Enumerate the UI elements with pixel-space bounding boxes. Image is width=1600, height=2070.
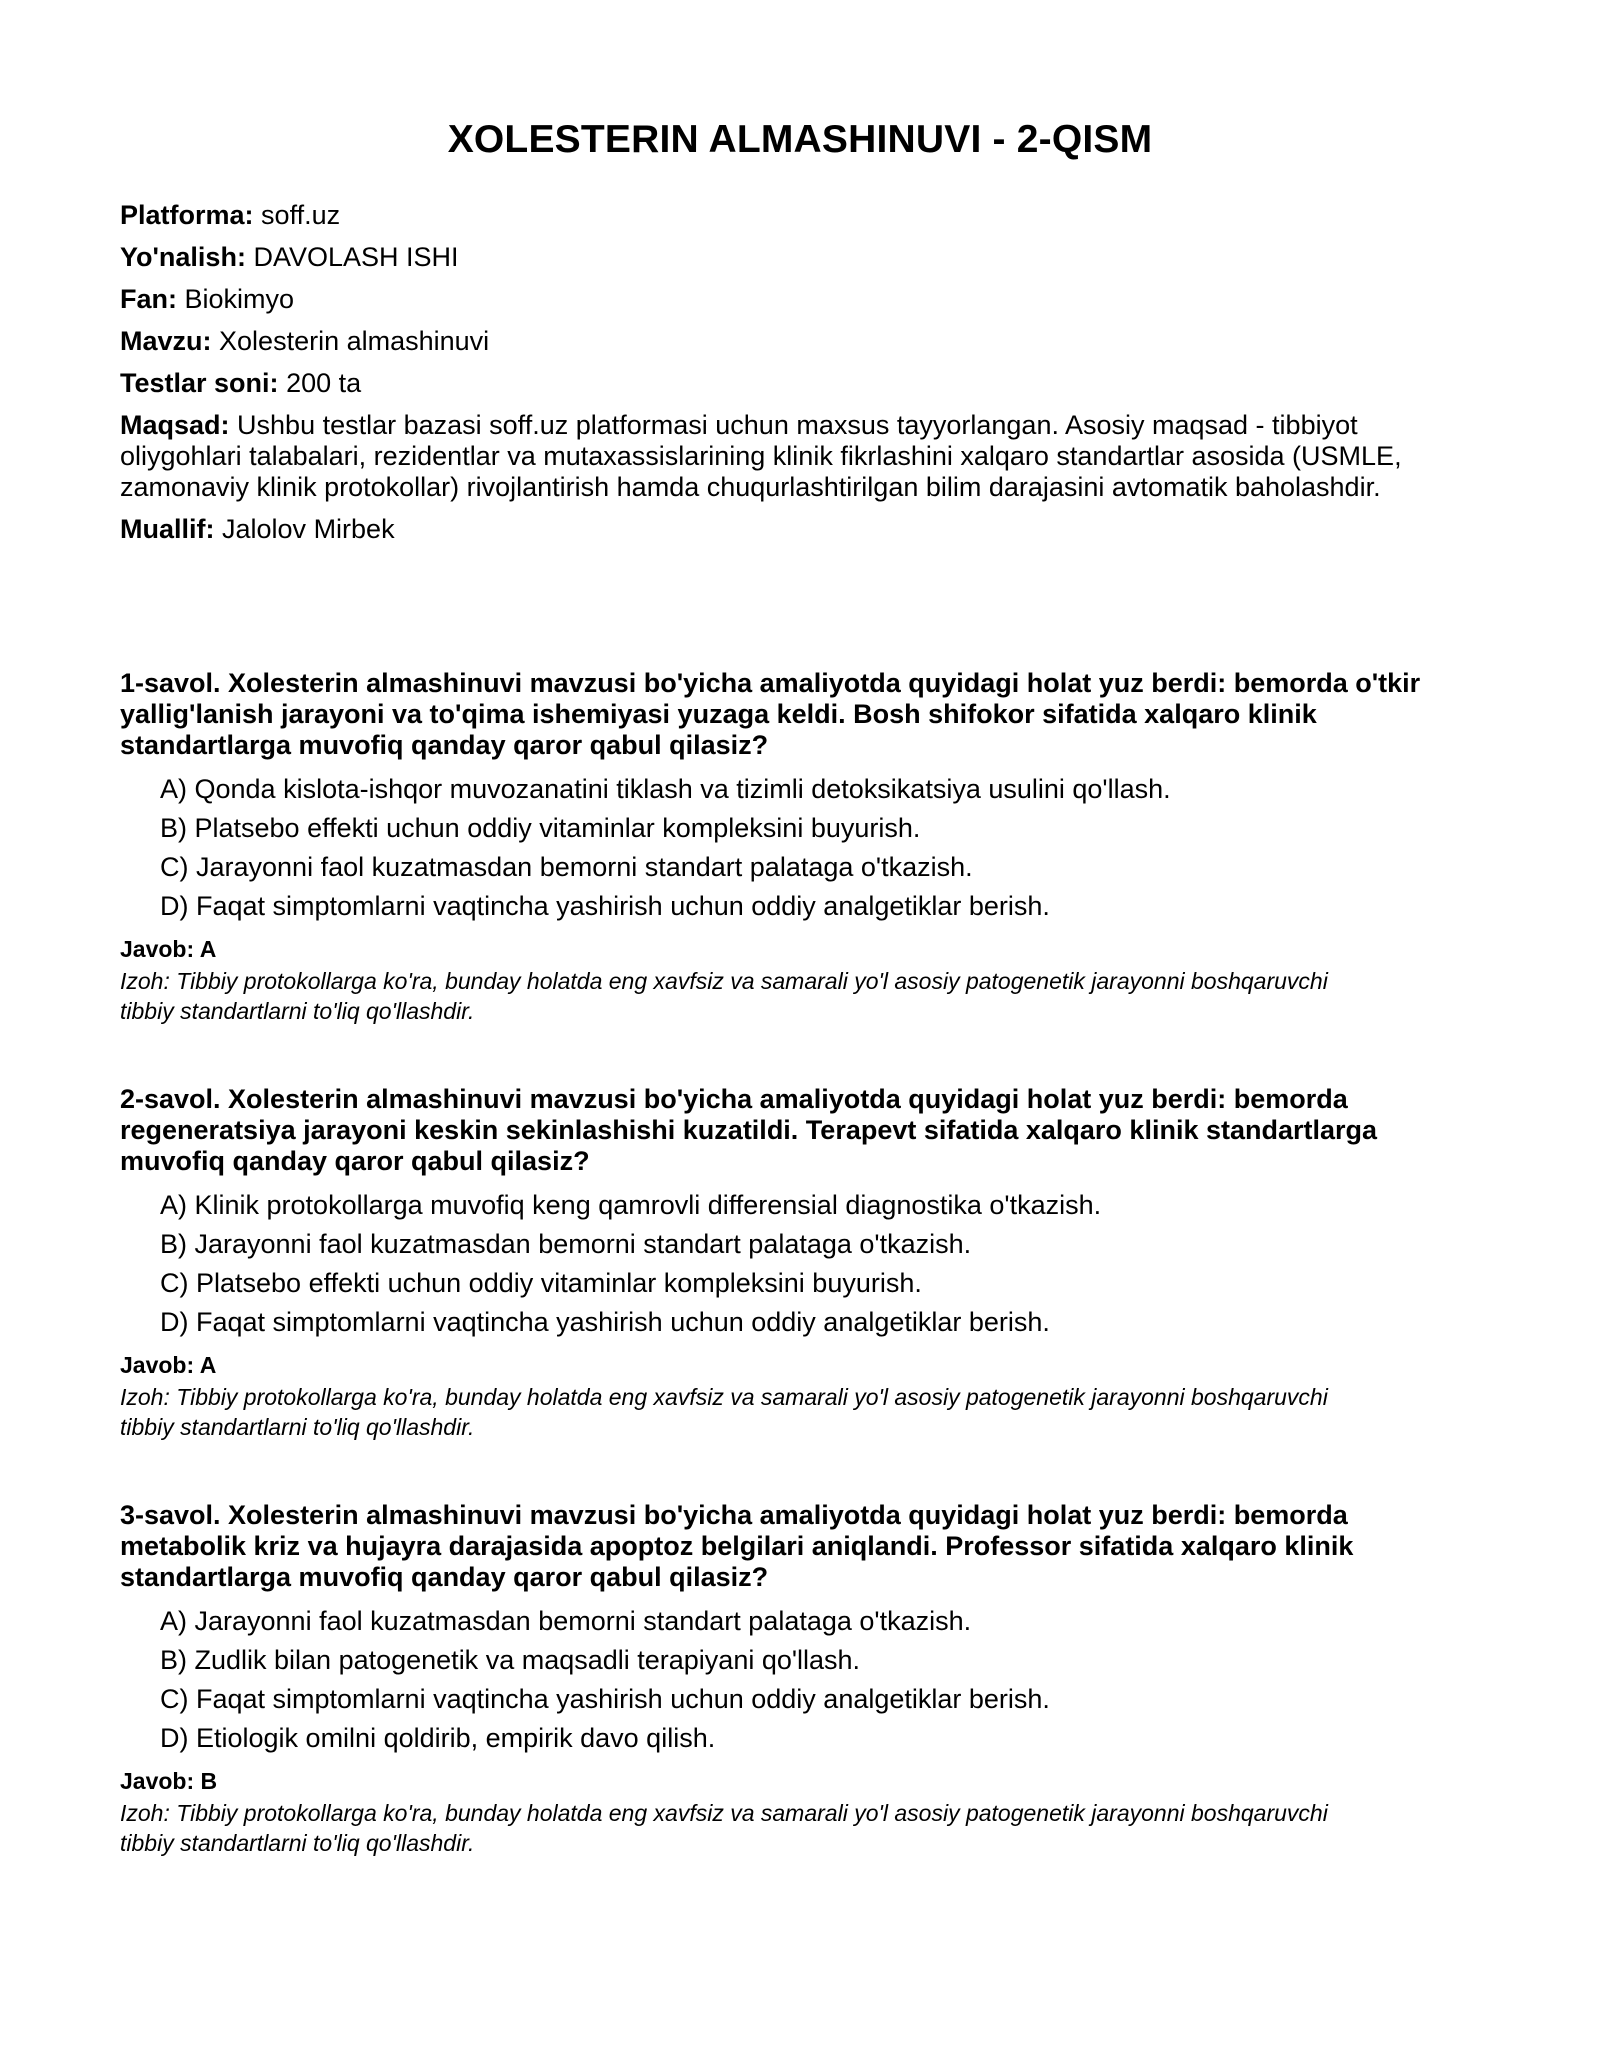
question-block-2 [120, 1084, 1480, 1442]
meta-fan [120, 284, 1480, 315]
answer-label: Javob: [120, 1352, 195, 1378]
document-title: XOLESTERIN ALMASHINUVI - 2-QISM [447, 118, 1153, 161]
answer-value: A [199, 936, 217, 962]
question-text: 3-savol. Xolesterin almashinuvi mavzusi bo'yicha amaliyotda quyidagi holat yuz berdi: bemorda metabolik kriz va hujayra darajasida apoptoz belgilari aniqlandi. Professor sifatida xalqaro klinik standartlarga muvofiq qanday qaror qabul qilasiz? [120, 1500, 1354, 1592]
meta-label: Maqsad: [120, 410, 230, 440]
meta-value: DAVOLASH ISHI [253, 242, 459, 272]
correct-answer [120, 1350, 1480, 1380]
meta-mavzu [120, 326, 1480, 357]
meta-value: 200 ta [286, 368, 362, 398]
answer-option-b: B) Platsebo effekti uchun oddiy vitaminlar kompleksini buyurish. [160, 813, 921, 843]
meta-muallif [120, 514, 1480, 545]
answer-option-d: D) Faqat simptomlarni vaqtincha yashirish uchun oddiy analgetiklar berish. [160, 891, 1050, 921]
meta-maqsad [120, 410, 1480, 503]
explanation-note: Izoh: Tibbiy protokollarga ko'ra, bunday holatda eng xavfsiz va samarali yo'l asosiy patogenetik jarayonni boshqaruvchi tibbiy standartlarni to'liq qo'llashdir. [120, 1800, 1328, 1856]
meta-yonalish [120, 242, 1480, 273]
answer-option-b: B) Zudlik bilan patogenetik va maqsadli terapiyani qo'llash. [160, 1645, 861, 1675]
meta-label: Testlar soni: [120, 368, 279, 398]
answer-option-c: C) Jarayonni faol kuzatmasdan bemorni standart palataga o'tkazish. [160, 852, 973, 882]
meta-value: soff.uz [261, 200, 341, 230]
question-block-1 [120, 668, 1480, 1026]
answer-label: Javob: [120, 936, 195, 962]
question-list [120, 668, 1480, 1916]
answer-option-a: A) Klinik protokollarga muvofiq keng qamrovli differensial diagnostika o'tkazish. [160, 1190, 1102, 1220]
answer-option-a: A) Jarayonni faol kuzatmasdan bemorni standart palataga o'tkazish. [160, 1606, 972, 1636]
question-text: 1-savol. Xolesterin almashinuvi mavzusi bo'yicha amaliyotda quyidagi holat yuz berdi: bemorda o'tkir yallig'lanish jarayoni va to'qima ishemiyasi yuzaga keldi. Bosh shifokor sifatida xalqaro klinik standartlarga muvofiq qanday qaror qabul qilasiz? [120, 668, 1421, 760]
meta-label: Fan: [120, 284, 177, 314]
meta-value: Biokimyo [184, 284, 295, 314]
correct-answer [120, 934, 1480, 964]
answer-option-d: D) Faqat simptomlarni vaqtincha yashirish uchun oddiy analgetiklar berish. [160, 1307, 1050, 1337]
explanation-note: Izoh: Tibbiy protokollarga ko'ra, bunday holatda eng xavfsiz va samarali yo'l asosiy patogenetik jarayonni boshqaruvchi tibbiy standartlarni to'liq qo'llashdir. [120, 968, 1328, 1024]
answer-option-c: C) Faqat simptomlarni vaqtincha yashirish uchun oddiy analgetiklar berish. [160, 1684, 1050, 1714]
meta-label: Platforma: [120, 200, 254, 230]
correct-answer [120, 1766, 1480, 1796]
answer-option-c: C) Platsebo effekti uchun oddiy vitaminlar kompleksini buyurish. [160, 1268, 922, 1298]
meta-value: Jalolov Mirbek [222, 514, 395, 544]
question-text: 2-savol. Xolesterin almashinuvi mavzusi bo'yicha amaliyotda quyidagi holat yuz berdi: bemorda regeneratsiya jarayoni keskin sekinlashishi kuzatildi. Terapevt sifatida xalqaro klinik standartlarga muvofiq qanday qaror qabul qilasiz? [120, 1084, 1378, 1176]
meta-label: Muallif: [120, 514, 215, 544]
answer-label: Javob: [120, 1768, 195, 1794]
meta-value: Xolesterin almashinuvi [219, 326, 490, 356]
answer-option-d: D) Etiologik omilni qoldirib, empirik davo qilish. [160, 1723, 716, 1753]
document-metadata [120, 200, 1480, 556]
question-block-3 [120, 1500, 1480, 1858]
meta-testlar-soni [120, 368, 1480, 399]
meta-label: Mavzu: [120, 326, 212, 356]
answer-option-a: A) Qonda kislota-ishqor muvozanatini tiklash va tizimli detoksikatsiya usulini qo'llash. [160, 774, 1171, 804]
meta-label: Yo'nalish: [120, 242, 246, 272]
meta-value: Ushbu testlar bazasi soff.uz platformasi uchun maxsus tayyorlangan. Asosiy maqsad - tibbiyot oliygohlari talabalari, rezidentlar va mutaxassislarining klinik fikrlashini xalqaro standartlar asosida (USMLE, zamonaviy klinik protokollar) rivojlantirish hamda chuqurlashtirilgan bilim darajasini avtomatik baholashdir. [120, 410, 1402, 502]
meta-platforma [120, 200, 1480, 231]
explanation-note: Izoh: Tibbiy protokollarga ko'ra, bunday holatda eng xavfsiz va samarali yo'l asosiy patogenetik jarayonni boshqaruvchi tibbiy standartlarni to'liq qo'llashdir. [120, 1384, 1328, 1440]
answer-value: A [199, 1352, 217, 1378]
answer-value: B [200, 1768, 218, 1794]
answer-option-b: B) Jarayonni faol kuzatmasdan bemorni standart palataga o'tkazish. [160, 1229, 972, 1259]
